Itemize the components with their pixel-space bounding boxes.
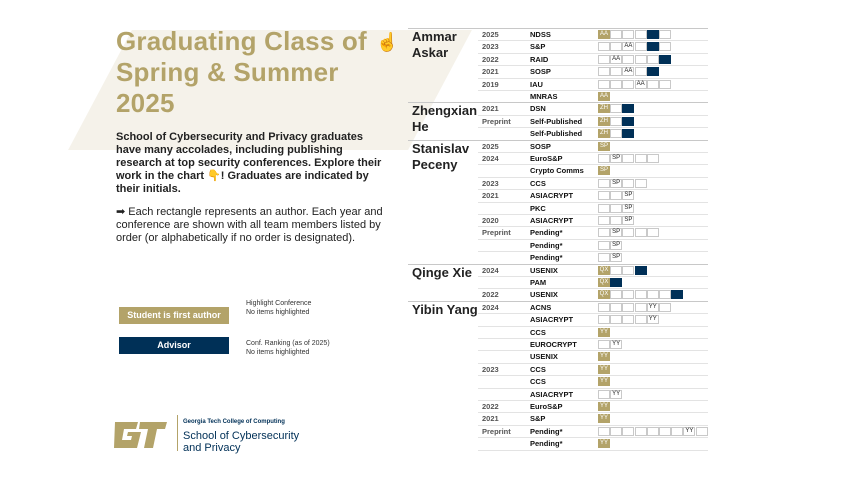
conference-name[interactable]: ASIACRYPT — [530, 315, 574, 325]
conf-ranking-filter[interactable] — [246, 339, 330, 357]
author-cell[interactable] — [598, 216, 610, 225]
student-initials: AA — [599, 31, 608, 37]
graduate-name: Yibin Yang — [412, 301, 478, 317]
conference-name[interactable]: Pending* — [530, 240, 563, 250]
conference-name[interactable]: ASIACRYPT — [530, 216, 574, 225]
author-cell[interactable] — [610, 117, 622, 126]
row-divider — [478, 65, 708, 66]
student-initials: YY — [648, 303, 657, 310]
row-divider — [478, 363, 708, 364]
conference-name[interactable]: RAID — [530, 54, 549, 64]
publication-year: 2021 — [482, 104, 499, 114]
graduate-separator — [408, 102, 708, 103]
author-cell[interactable] — [622, 427, 634, 436]
advisor-legend[interactable]: Advisor — [119, 337, 229, 354]
row-divider — [478, 115, 708, 116]
author-cell[interactable] — [610, 303, 622, 312]
student-initials: AA — [624, 68, 633, 75]
publication-year: Preprint — [482, 116, 511, 126]
author-cell[interactable] — [598, 154, 610, 163]
row-divider — [478, 127, 708, 128]
row-divider — [478, 375, 708, 376]
author-cell[interactable] — [635, 30, 647, 39]
student-initials: SP — [612, 241, 621, 248]
author-cell[interactable] — [598, 303, 610, 312]
advisor-author-cell[interactable] — [610, 278, 622, 287]
conference-name[interactable]: Self-Published — [530, 116, 583, 126]
page-title: Graduating Class of Spring & Summer 2025 — [116, 26, 367, 118]
row-divider — [478, 350, 708, 351]
student-initials: AA — [636, 80, 645, 87]
author-cell[interactable] — [659, 427, 671, 436]
student-initials: SP — [624, 192, 633, 199]
conference-name[interactable]: S&P — [530, 42, 546, 52]
conference-name[interactable]: ASIACRYPT — [530, 389, 574, 399]
author-cell[interactable] — [635, 303, 647, 312]
row-divider — [478, 326, 708, 327]
author-cell[interactable] — [671, 427, 683, 436]
pointer-hand-icon: ☝ — [376, 32, 399, 52]
author-cell[interactable] — [622, 154, 634, 163]
conference-name[interactable]: MNRAS — [530, 92, 558, 101]
author-cell[interactable] — [598, 253, 610, 262]
conference-name[interactable]: PKC — [530, 203, 546, 213]
row-divider — [478, 152, 708, 153]
intro-panel — [116, 0, 399, 245]
student-initials: SP — [624, 217, 633, 223]
row-divider — [478, 78, 708, 79]
author-cell[interactable] — [622, 228, 634, 237]
author-cell[interactable] — [610, 80, 622, 89]
author-cell[interactable] — [610, 104, 622, 113]
row-divider — [478, 90, 708, 91]
publication-year: Preprint — [482, 426, 511, 436]
author-cell[interactable] — [598, 179, 610, 188]
row-divider — [478, 276, 708, 277]
publication-year: 2019 — [482, 79, 499, 89]
graduate-name: Ammar Askar — [412, 29, 457, 60]
student-initials: YY — [599, 365, 608, 372]
student-initials: YY — [612, 341, 621, 347]
publication-year: 2024 — [482, 302, 499, 312]
student-initials: AA — [624, 43, 633, 50]
student-initials: QX — [599, 266, 609, 273]
publication-year: 2021 — [482, 191, 499, 201]
student-initials: SP — [599, 142, 608, 149]
publication-year: 2021 — [482, 67, 499, 77]
author-cell[interactable] — [610, 290, 622, 299]
author-cell[interactable] — [647, 290, 659, 299]
conference-name[interactable]: CCS — [530, 377, 546, 387]
author-cell[interactable] — [635, 290, 647, 299]
row-divider — [478, 226, 708, 227]
row-divider — [478, 313, 708, 314]
highlight-conference-filter[interactable] — [246, 299, 311, 317]
author-cell[interactable] — [598, 315, 610, 324]
student-initials: SP — [612, 254, 621, 261]
author-cell[interactable] — [659, 30, 671, 39]
conference-name[interactable]: DSN — [530, 104, 546, 114]
author-cell[interactable] — [647, 154, 659, 163]
conf-ranking-value: No items highlighted — [246, 349, 310, 356]
graduate-separator — [408, 140, 708, 141]
conference-name[interactable]: S&P — [530, 414, 546, 424]
author-cell[interactable] — [647, 427, 659, 436]
publication-year: Preprint — [482, 228, 511, 238]
first-author-legend[interactable]: Student is first author — [119, 307, 229, 324]
graduate-name: Qinge Xie — [412, 264, 472, 280]
author-cell[interactable] — [610, 315, 622, 324]
conference-name[interactable]: CCS — [530, 327, 546, 337]
conference-name[interactable]: CCS — [530, 364, 546, 374]
author-cell[interactable] — [598, 228, 610, 237]
row-divider — [478, 189, 708, 190]
author-cell[interactable] — [610, 67, 622, 76]
conference-name[interactable]: Pending* — [530, 426, 563, 436]
author-cell[interactable] — [622, 266, 634, 275]
author-cell[interactable] — [598, 80, 610, 89]
student-initials: SP — [612, 179, 621, 186]
row-divider — [478, 437, 708, 438]
rectangle-explanation: ➡ Each rectangle represents an author. Each year and conference are shown with all team members listed by order (or alphabetically if no order is designated). — [116, 206, 383, 244]
author-cell[interactable] — [598, 67, 610, 76]
student-initials: AA — [599, 93, 608, 99]
row-divider — [478, 450, 708, 451]
publication-year: 2024 — [482, 265, 499, 275]
student-initials: SP — [624, 204, 633, 211]
student-initials: YY — [648, 316, 657, 323]
advisor-author-cell[interactable] — [635, 266, 647, 275]
student-initials: QX — [599, 279, 609, 285]
publication-year: 2023 — [482, 178, 499, 188]
student-initials: AA — [612, 55, 621, 62]
author-cell[interactable] — [659, 42, 671, 51]
student-initials: YY — [599, 328, 608, 335]
conf-ranking-title: Conf. Ranking (as of 2025) — [246, 340, 330, 347]
conference-name[interactable]: Pending* — [530, 228, 563, 238]
author-cell[interactable] — [598, 390, 610, 399]
author-cell[interactable] — [647, 80, 659, 89]
student-initials: SP — [612, 229, 621, 236]
conference-name[interactable]: IAU — [530, 79, 543, 89]
author-cell[interactable] — [598, 340, 610, 349]
author-cell[interactable] — [635, 42, 647, 51]
author-cell[interactable] — [635, 315, 647, 324]
author-cell[interactable] — [647, 228, 659, 237]
advisor-author-cell[interactable] — [671, 290, 683, 299]
student-initials: YY — [612, 390, 621, 397]
publication-year: 2025 — [482, 141, 499, 151]
author-cell[interactable] — [622, 179, 634, 188]
author-cell[interactable] — [635, 179, 647, 188]
conference-name[interactable]: SOSP — [530, 141, 551, 151]
row-divider — [478, 288, 708, 289]
author-cell[interactable] — [610, 42, 622, 51]
conference-name[interactable]: Self-Published — [530, 129, 583, 139]
publication-chart — [408, 0, 708, 478]
student-initials: YY — [599, 415, 608, 422]
college-name: Georgia Tech College of Computing — [183, 419, 285, 425]
conference-name[interactable]: CCS — [530, 178, 546, 188]
author-cell[interactable] — [598, 42, 610, 51]
publication-year: 2022 — [482, 402, 499, 411]
author-cell[interactable] — [610, 216, 622, 225]
publication-year: 2022 — [482, 54, 499, 64]
school-name-line1: School of Cybersecurity — [183, 430, 300, 442]
publication-year: 2021 — [482, 414, 499, 424]
conference-name[interactable]: PAM — [530, 278, 547, 287]
conference-name[interactable]: Crypto Comms — [530, 166, 584, 176]
conference-name[interactable]: EuroS&P — [530, 402, 563, 411]
georgia-tech-logo — [112, 414, 172, 454]
publication-year: 2023 — [482, 364, 499, 374]
publication-year: 2022 — [482, 290, 499, 300]
author-cell[interactable] — [635, 55, 647, 64]
author-cell[interactable] — [696, 427, 708, 436]
advisor-author-cell[interactable] — [647, 30, 659, 39]
conference-name[interactable]: SOSP — [530, 67, 551, 77]
author-cell[interactable] — [635, 67, 647, 76]
conference-name[interactable]: NDSS — [530, 30, 551, 39]
publication-year: 2023 — [482, 42, 499, 52]
author-cell[interactable] — [610, 266, 622, 275]
graduate-name: Zhengxian He — [412, 103, 478, 135]
intro-text: School of Cybersecurity and Privacy graduates have many accolades, including publishing research at top security conferences. Explore their work in the chart 👇! Graduates are indicated by their initials. — [116, 131, 382, 195]
row-divider — [478, 202, 708, 203]
school-name-line2: and Privacy — [183, 442, 241, 454]
row-divider — [478, 53, 708, 54]
student-initials: YY — [685, 427, 694, 434]
row-divider — [478, 214, 708, 215]
author-cell[interactable] — [610, 427, 622, 436]
highlight-conference-value: No items highlighted — [246, 309, 310, 316]
conference-name[interactable]: USENIX — [530, 265, 558, 275]
advisor-author-cell[interactable] — [622, 104, 634, 113]
author-cell[interactable] — [659, 303, 671, 312]
publication-year: 2024 — [482, 154, 499, 163]
conference-name[interactable]: USENIX — [530, 290, 558, 300]
student-initials: SP — [612, 155, 621, 161]
author-cell[interactable] — [610, 30, 622, 39]
row-divider — [478, 400, 708, 401]
advisor-author-cell[interactable] — [622, 129, 634, 138]
graduate-separator — [408, 28, 708, 29]
row-divider — [478, 40, 708, 41]
author-cell[interactable] — [635, 154, 647, 163]
author-cell[interactable] — [622, 80, 634, 89]
conference-name[interactable]: Pending* — [530, 253, 563, 263]
author-cell[interactable] — [635, 228, 647, 237]
student-initials: QX — [599, 291, 609, 298]
author-cell[interactable] — [598, 427, 610, 436]
conference-name[interactable]: ACNS — [530, 302, 552, 312]
advisor-author-cell[interactable] — [622, 117, 634, 126]
author-cell[interactable] — [622, 30, 634, 39]
student-initials: ZH — [600, 105, 608, 112]
student-initials: ZH — [600, 130, 608, 137]
row-divider — [478, 412, 708, 413]
row-divider — [478, 388, 708, 389]
graduate-separator — [408, 264, 708, 265]
publication-year: 2025 — [482, 30, 499, 39]
author-cell[interactable] — [598, 191, 610, 200]
author-cell[interactable] — [598, 55, 610, 64]
conference-name[interactable]: Pending* — [530, 439, 563, 449]
conference-name[interactable]: USENIX — [530, 352, 558, 362]
row-divider — [478, 338, 708, 339]
advisor-author-cell[interactable] — [659, 55, 671, 64]
student-initials: YY — [599, 353, 608, 360]
row-divider — [478, 425, 708, 426]
highlight-conference-title: Highlight Conference — [246, 300, 312, 307]
school-logo-text — [183, 416, 299, 454]
author-cell[interactable] — [610, 204, 622, 213]
graduate-separator — [408, 301, 708, 302]
author-cell[interactable] — [610, 129, 622, 138]
author-cell[interactable] — [622, 55, 634, 64]
student-initials: YY — [599, 403, 608, 409]
student-initials: YY — [599, 378, 608, 385]
author-cell[interactable] — [659, 290, 671, 299]
row-divider — [478, 177, 708, 178]
advisor-author-cell[interactable] — [647, 67, 659, 76]
author-cell[interactable] — [598, 241, 610, 250]
row-divider — [478, 239, 708, 240]
advisor-author-cell[interactable] — [647, 42, 659, 51]
author-cell[interactable] — [622, 303, 634, 312]
publication-year: 2020 — [482, 216, 499, 225]
graduate-name: Stanislav Peceny — [412, 140, 470, 172]
author-cell[interactable] — [598, 204, 610, 213]
author-cell[interactable] — [622, 315, 634, 324]
student-initials: YY — [599, 440, 608, 447]
student-initials: ZH — [600, 117, 608, 124]
author-cell[interactable] — [659, 80, 671, 89]
author-cell[interactable] — [635, 427, 647, 436]
author-cell[interactable] — [647, 55, 659, 64]
row-divider — [478, 251, 708, 252]
conference-name[interactable]: EuroS&P — [530, 154, 563, 163]
row-divider — [478, 164, 708, 165]
conference-name[interactable]: EUROCRYPT — [530, 340, 577, 349]
student-initials: SP — [599, 167, 608, 174]
author-cell[interactable] — [622, 290, 634, 299]
logo-divider — [177, 415, 178, 451]
author-cell[interactable] — [610, 191, 622, 200]
conference-name[interactable]: ASIACRYPT — [530, 191, 574, 201]
